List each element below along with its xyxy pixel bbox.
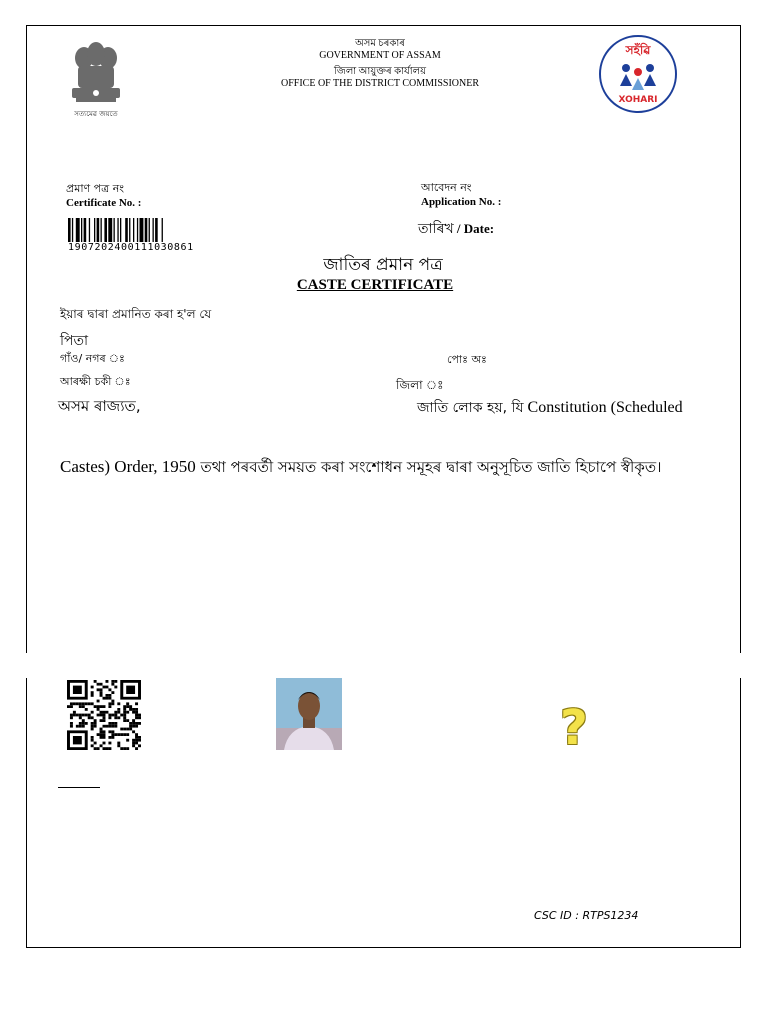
cert-no-label-assamese: প্ৰমাণ পত্ৰ নং	[66, 182, 125, 195]
app-no-label: Application No. :	[421, 196, 502, 208]
title-assamese: জাতিৰ প্ৰমান পত্ৰ	[323, 255, 443, 275]
order-statement	[60, 456, 661, 481]
header-govt: GOVERNMENT OF ASSAM	[319, 50, 441, 61]
ashoka-emblem-icon	[64, 38, 128, 120]
date-label-assamese: তাৰিখ	[418, 221, 454, 237]
village-label: গাঁও/ নগৰ ঃ	[60, 352, 125, 365]
barcode-icon	[68, 218, 192, 242]
app-no-label-assamese: আবেদন নং	[421, 181, 472, 194]
district-label: জিলা ঃ	[396, 378, 444, 392]
date-label-english: / Date:	[453, 221, 495, 236]
constitution-text: Constitution (Scheduled	[523, 399, 683, 416]
header-assamese-govt: অসম চৰকাৰ	[355, 38, 405, 49]
signature-line	[58, 787, 100, 788]
post-office-label: পোঃ অঃ	[447, 353, 487, 366]
date-label	[418, 217, 494, 241]
emblem-motto: সত্যমেৱ জয়তে	[74, 110, 118, 118]
caste-statement	[417, 396, 683, 420]
applicant-photo	[276, 678, 342, 750]
order-assamese: তথা পৰবৰ্তী সময়ত কৰা সংশোধন সমূহৰ দ্বাৰা অনুসূচিত জাতি হিচাপে স্বীকৃত।	[195, 458, 662, 476]
barcode-number: 1907202400111030861	[68, 242, 194, 253]
header-assamese-office: জিলা আয়ুক্তৰ কাৰ্যালয়	[334, 66, 426, 77]
xohari-top-text: সহঁৱি	[625, 43, 651, 57]
missing-signature-icon: ?	[560, 700, 588, 756]
xohari-logo-icon	[598, 34, 678, 114]
header-office: OFFICE OF THE DISTRICT COMMISSIONER	[281, 78, 479, 89]
qr-code-icon	[67, 680, 141, 750]
order-english: Castes) Order, 1950	[60, 457, 196, 476]
cert-no-label: Certificate No. :	[66, 197, 142, 209]
certificate-border-top	[26, 25, 741, 653]
xohari-bottom-text: XOHARI	[618, 95, 658, 105]
police-station-label: আৰক্ষী চকী ঃ	[60, 375, 131, 388]
caste-phrase: জাতি লোক হয়, যি	[417, 400, 524, 416]
state-text: অসম ৰাজ্যত,	[58, 397, 141, 415]
certify-line: ইয়াৰ দ্বাৰা প্ৰমানিত কৰা হ'ল যে	[60, 307, 212, 321]
csc-id: CSC ID : RTPS1234	[534, 909, 639, 922]
title-english: CASTE CERTIFICATE	[296, 277, 454, 293]
father-label: পিতা	[60, 333, 89, 349]
